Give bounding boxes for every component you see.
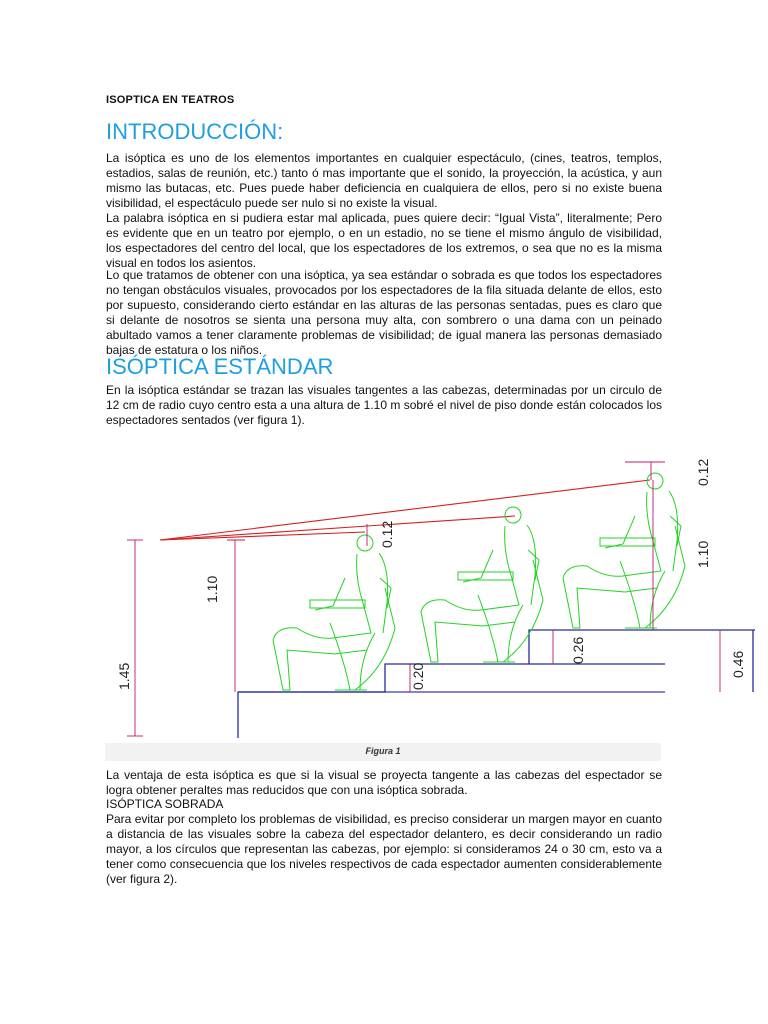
- intro-paragraph-2: La palabra isóptica en si pudiera estar mal aplicada, pues quiere decir: “Igual Vista”, literalmente; Pero es evidente que en un teatro por ejemplo, o en un estadio, no se tiene el mismo ángulo de visibilidad, los espectadores del centro del local, que los espectadores de los extremos, o sea que no es la misma visual en todos los asientos.: [106, 211, 662, 270]
- label-046: 0.46: [730, 650, 746, 678]
- label-110-b: 1.10: [695, 540, 711, 568]
- introduction-heading: INTRODUCCIÓN:: [106, 119, 284, 144]
- stepped-floor: [238, 630, 755, 738]
- document-title: ISOPTICA EN TEATROS: [106, 94, 235, 106]
- figure-caption: Figura 1: [365, 746, 401, 756]
- isoptica-estandar-heading: ISÓPTICA ESTÁNDAR: [106, 354, 334, 379]
- isoptica-ventaja-paragraph: La ventaja de esta isóptica es que si la visual se proyecta tangente a las cabezas del espectador se logra obtener peraltes mas reducidos que con una isóptica sobrada.: [106, 768, 662, 797]
- label-145: 1.45: [116, 662, 132, 690]
- label-110-a: 1.10: [204, 575, 220, 603]
- label-012-a: 0.12: [379, 520, 395, 548]
- intro-paragraph-3: Lo que tratamos de obtener con una isóptica, ya sea estándar o sobrada es que todos los espectadores no tengan obstáculos visuales, provocados por los espectadores de la fila situada delante de ellos, esto por supuesto, considerando cierto estándar en las alturas de las personas sentadas, pues es claro que si delante de nosotros se sienta una persona muy alta, con sombrero o una dama con un peinado abultado vamos a tener claramente problemas de visibilidad; de igual manera las personas demasiado bajas de estatura o los niños.: [106, 268, 662, 357]
- label-012-b: 0.12: [695, 458, 711, 486]
- label-026: 0.26: [570, 636, 586, 664]
- isoptica-sobrada-heading: ISÓPTICA SOBRADA: [106, 797, 224, 811]
- spectator-seat-3: [563, 473, 685, 628]
- label-020: 0.20: [410, 662, 426, 690]
- isoptica-estandar-paragraph: En la isóptica estándar se trazan las visuales tangentes a las cabezas, determinadas por un circulo de 12 cm de radio cuyo centro esta a una altura de 1.10 m sobré el nivel de piso donde están colocados los espectadores sentados (ver figura 1).: [106, 383, 662, 427]
- spectator-seat-2: [421, 507, 543, 662]
- figure-1-diagram: [105, 428, 746, 738]
- sight-lines: [160, 480, 650, 540]
- intro-paragraph-1: La isóptica es uno de los elementos importantes en cualquier espectáculo, (cines, teatros, templos, estadios, salas de reunión, etc.) tanto ó mas importante que el sonido, la proyección, la acústica, y aun mismo las butacas, etc. Pues puede haber deficiencia en cualquiera de ellos, pero si no existe buena visibilidad, el espectáculo puede ser nulo si no existe la visual.: [106, 151, 662, 210]
- isoptica-sobrada-paragraph: Para evitar por completo los problemas de visibilidad, es preciso considerar un margen mayor en cuanto a distancia de las visuales sobre la cabeza del espectador delantero, es decir considerando un radio mayor, a los círculos que representan las cabezas, por ejemplo: si consideramos 24 o 30 cm, esto va a tener como consecuencia que los niveles respectivos de cada espectador aumenten considerablemente (ver figura 2).: [106, 812, 662, 886]
- figure-caption-bar: [105, 743, 661, 761]
- spectator-seat-1: [273, 535, 395, 690]
